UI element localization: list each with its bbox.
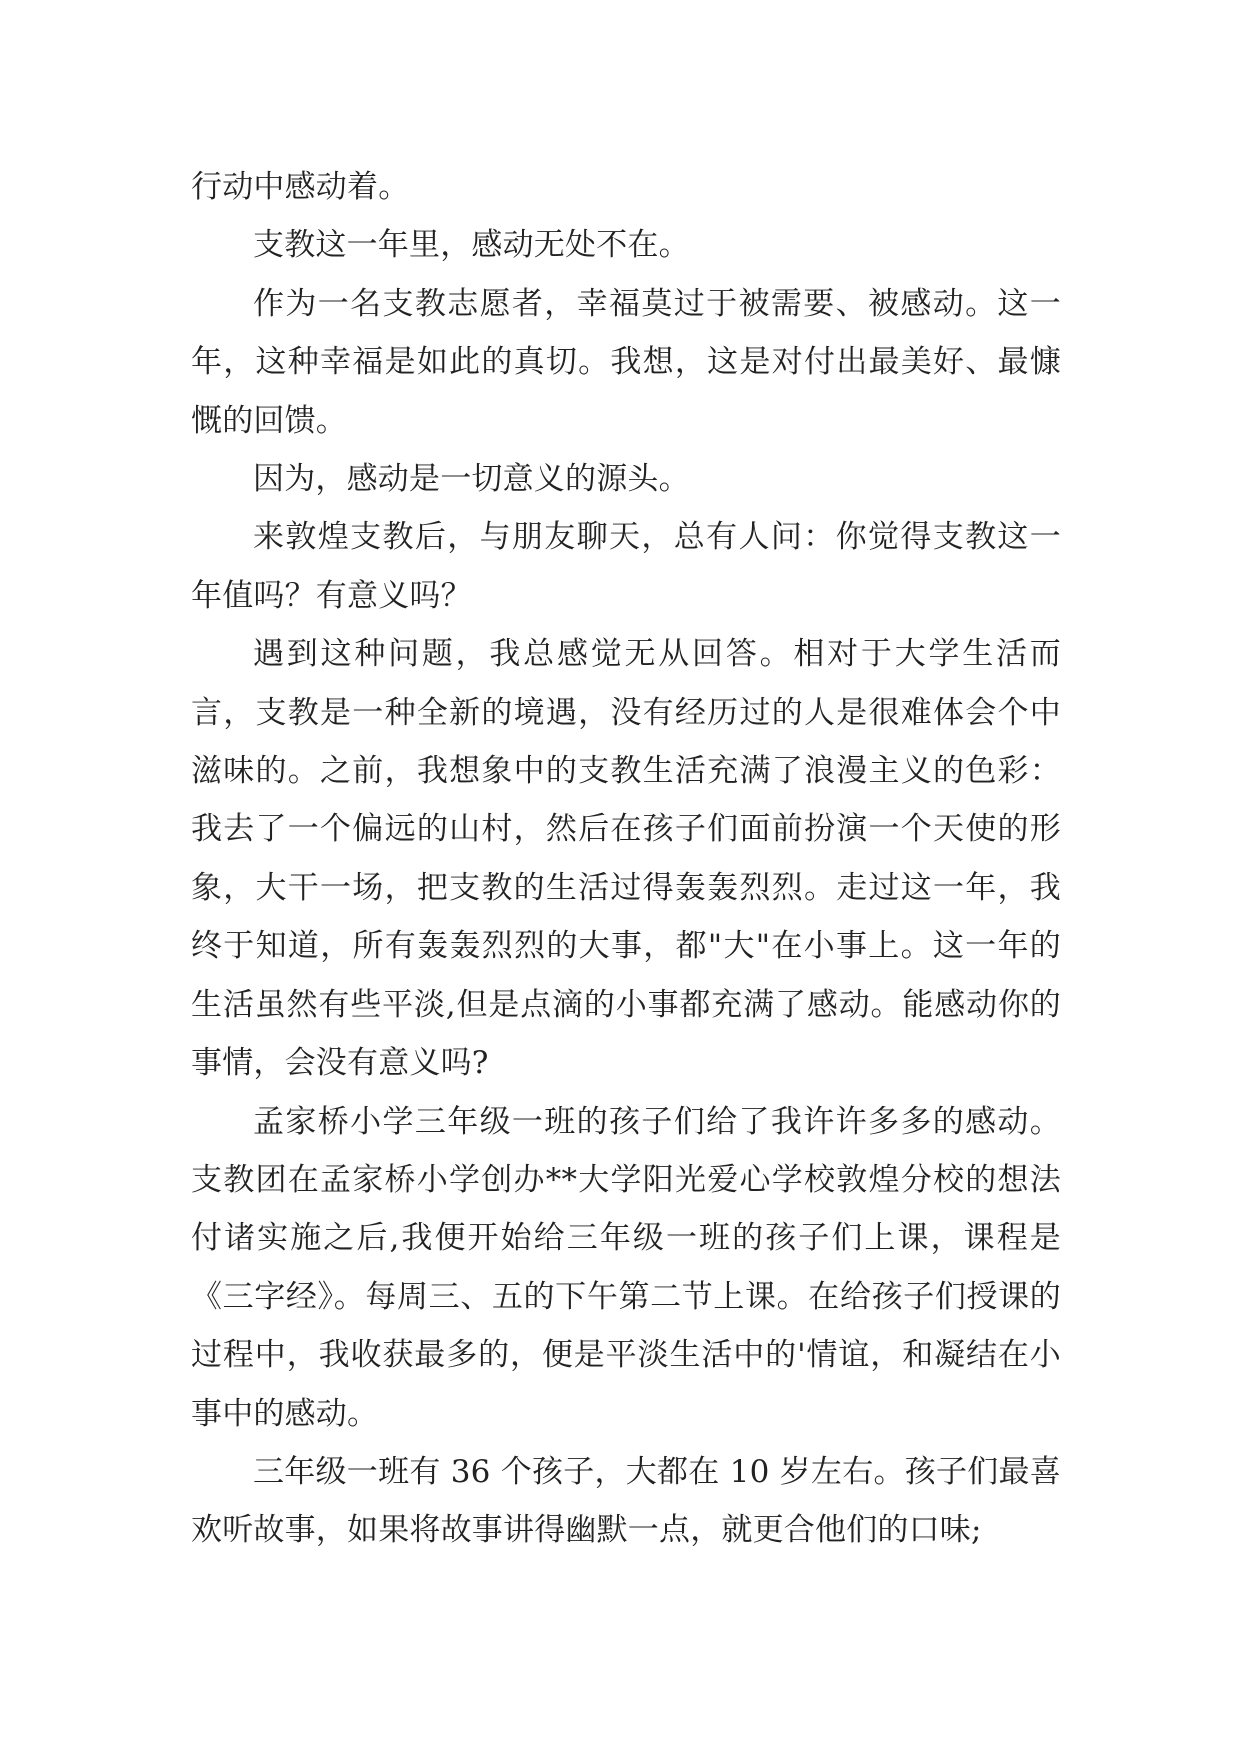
paragraph: 支教这一年里，感动无处不在。 [253,227,690,264]
paragraph: 作为一名支教志愿者，幸福莫过于被需要、被感动。这一年，这种幸福是如此的真切。我想，这是对付出最美好、最慷慨的回馈。 [191,285,1061,439]
paragraph: 孟家桥小学三年级一班的孩子们给了我许许多多的感动。支教团在孟家桥小学创办**大学阳光爱心学校敦煌分校的想法付诸实施之后,我便开始给三年级一班的孩子们上课，课程是《三字经》。每周三、五的下午第二节上课。在给孩子们授课的过程中，我收获最多的，便是平淡生活中的'情谊，和凝结在小事中的感动。 [191,1103,1061,1432]
paragraph: 三年级一班有 36 个孩子，大都在 10 岁左右。孩子们最喜欢听故事，如果将故事讲得幽默一点，就更合他们的口味; [191,1453,1061,1549]
paragraph: 遇到这种问题，我总感觉无从回答。相对于大学生活而言，支教是一种全新的境遇，没有经历过的人是很难体会个中滋味的。之前，我想象中的支教生活充满了浪漫主义的色彩：我去了一个偏远的山村，然后在孩子们面前扮演一个天使的形象，大干一场，把支教的生活过得轰轰烈烈。走过这一年，我终于知道，所有轰轰烈烈的大事，都"大"在小事上。这一年的生活虽然有些平淡,但是点滴的小事都充满了感动。能感动你的事情，会没有意义吗? [191,636,1061,1082]
paragraph: 因为，感动是一切意义的源头。 [253,461,690,498]
document-body [191,158,1061,1560]
paragraph-continuation: 行动中感动着。 [191,169,410,205]
paragraph: 来敦煌支教后，与朋友聊天，总有人问：你觉得支教这一年值吗？有意义吗？ [191,519,1061,614]
